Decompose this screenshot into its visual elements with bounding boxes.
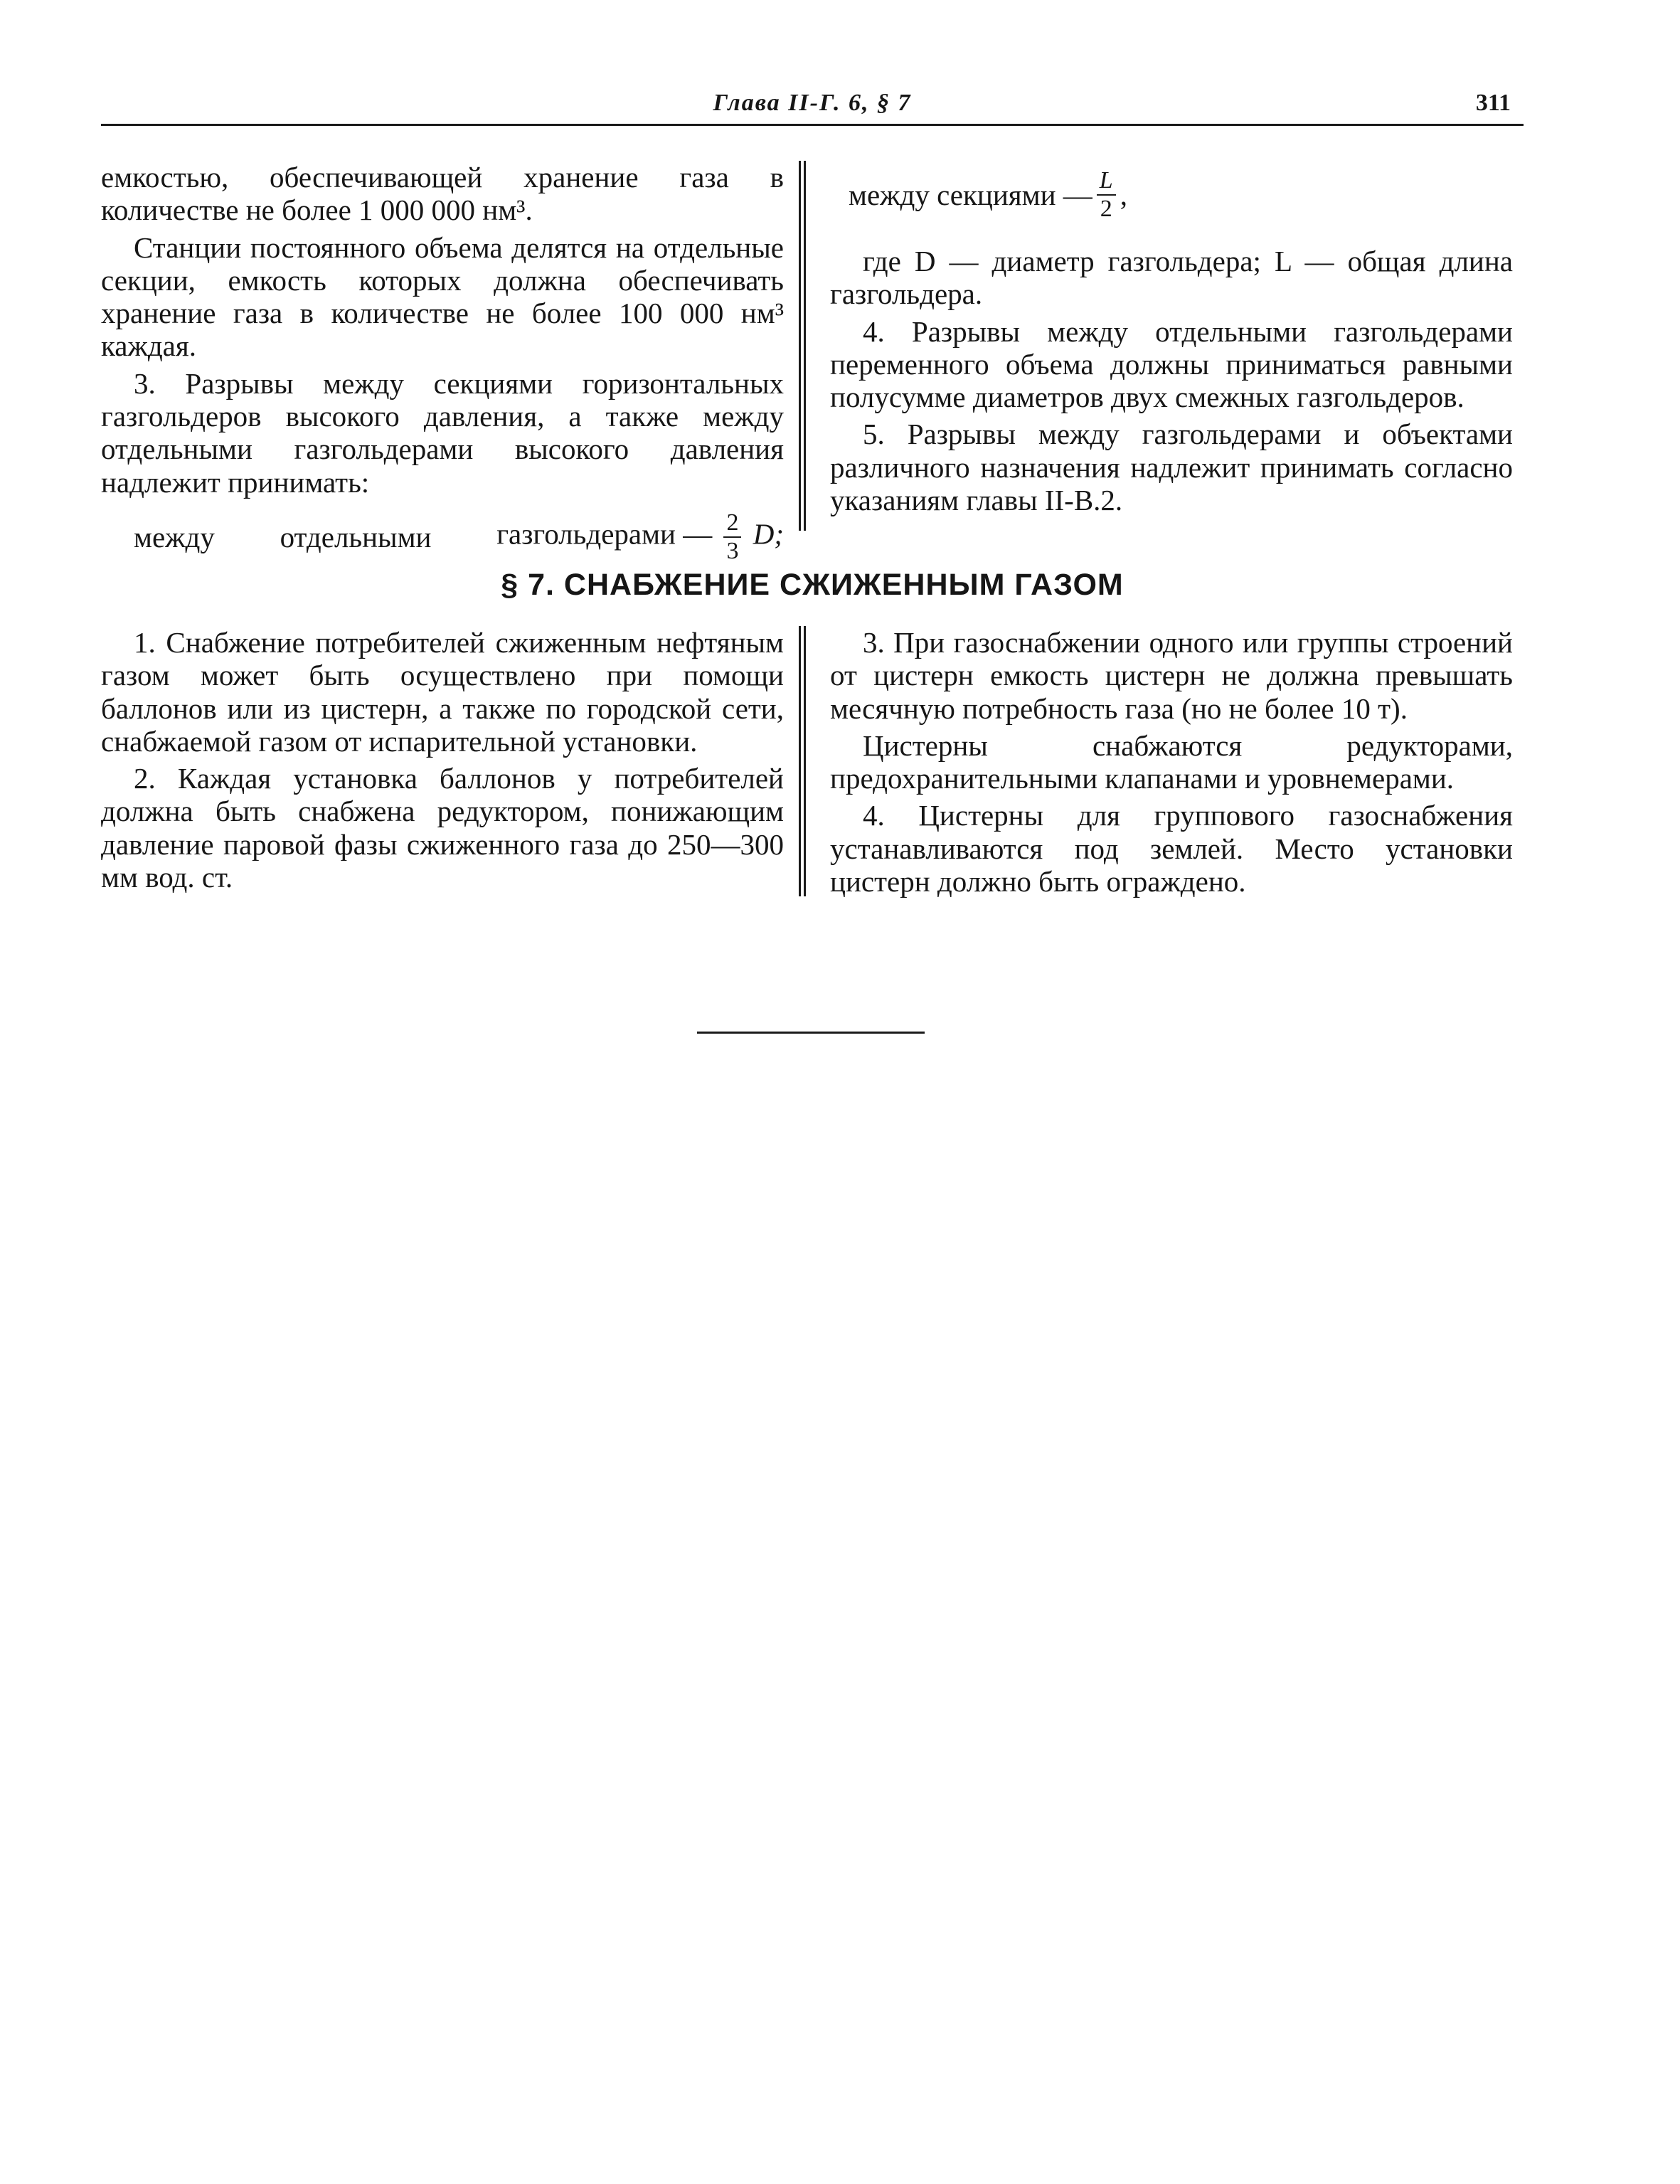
page-number: 311 [1475, 90, 1511, 116]
running-head [101, 87, 1524, 126]
formula-label: между секциями — [849, 178, 1092, 211]
section-heading: § 7. СНАБЖЕНИЕ СЖИЖЕННЫМ ГАЗОМ [501, 568, 1124, 602]
text-block-lower [101, 626, 1524, 896]
formula-section-gap [830, 161, 1513, 229]
right-column-upper [830, 161, 1513, 521]
left-column-lower [101, 626, 784, 898]
formula-word: газгольдерами — [496, 517, 713, 551]
fraction-denominator: 2 [1100, 196, 1112, 222]
formula-word: отдельными [280, 520, 432, 553]
end-rule [697, 1032, 925, 1034]
paragraph: 4. Разрывы между отдельными газгольдерами переменного объема должны приниматься равными полусумме диаметров двух смежных газгольдеров. [830, 314, 1513, 414]
fraction-denominator: 3 [726, 537, 739, 564]
paragraph: 4. Цистерны для группового газоснабжения устанавливаются под землей. Место установки цистерн должно быть ограждено. [830, 799, 1513, 898]
fraction [723, 509, 741, 565]
column-divider [799, 626, 806, 896]
paragraph: Цистерны снабжаются редукторами, предохранительными клапанами и уровнемерами. [830, 728, 1513, 795]
paragraph: 5. Разрывы между газгольдерами и объектами различного назначения надлежит принимать согласно указаниям главы II-В.2. [830, 418, 1513, 517]
column-divider [799, 161, 806, 531]
formula-symbol: D; [753, 517, 784, 551]
running-title: Глава II-Г. 6, § 7 [713, 90, 912, 116]
paragraph: емкостью, обеспечивающей хранение газа в количестве не более 1 000 000 нм³. [101, 161, 784, 227]
paragraph: Станции постоянного объема делятся на отдельные секции, емкость которых должна обеспечивать хранение газа в количестве не более 100 000 нм³ каждая. [101, 230, 784, 363]
fraction-numerator: L [1097, 167, 1116, 196]
formula-gasholder-gap [101, 503, 784, 571]
paragraph: 3. Разрывы между секциями горизонтальных газгольдеров высокого давления, а также между отдельными газгольдерами высокого давления надлежит принимать: [101, 366, 784, 499]
formula-word: между [134, 520, 215, 553]
paragraph: 1. Снабжение потребителей сжиженным нефтяным газом может быть осуществлено при помощи баллонов или из цистерн, а также по городской сети, снабжаемой газом от испарительной установки. [101, 626, 784, 758]
formula-trailing: , [1120, 178, 1127, 211]
right-column-lower [830, 626, 1513, 902]
formula-expression [496, 509, 784, 565]
fraction-numerator: 2 [723, 509, 741, 538]
fraction [1097, 167, 1116, 223]
left-column-upper [101, 161, 784, 571]
text-block-upper [101, 161, 1524, 564]
paragraph: 3. При газоснабжении одного или группы строений от цистерн емкость цистерн не должна превышать месячную потребность газа (но не более 10 т). [830, 626, 1513, 725]
paragraph: 2. Каждая установка баллонов у потребителей должна быть снабжена редуктором, понижающим давление паровой фазы сжиженного газа до 250—300 мм вод. ст. [101, 762, 784, 894]
paragraph: где D — диаметр газгольдера; L — общая длина газгольдера. [830, 245, 1513, 311]
